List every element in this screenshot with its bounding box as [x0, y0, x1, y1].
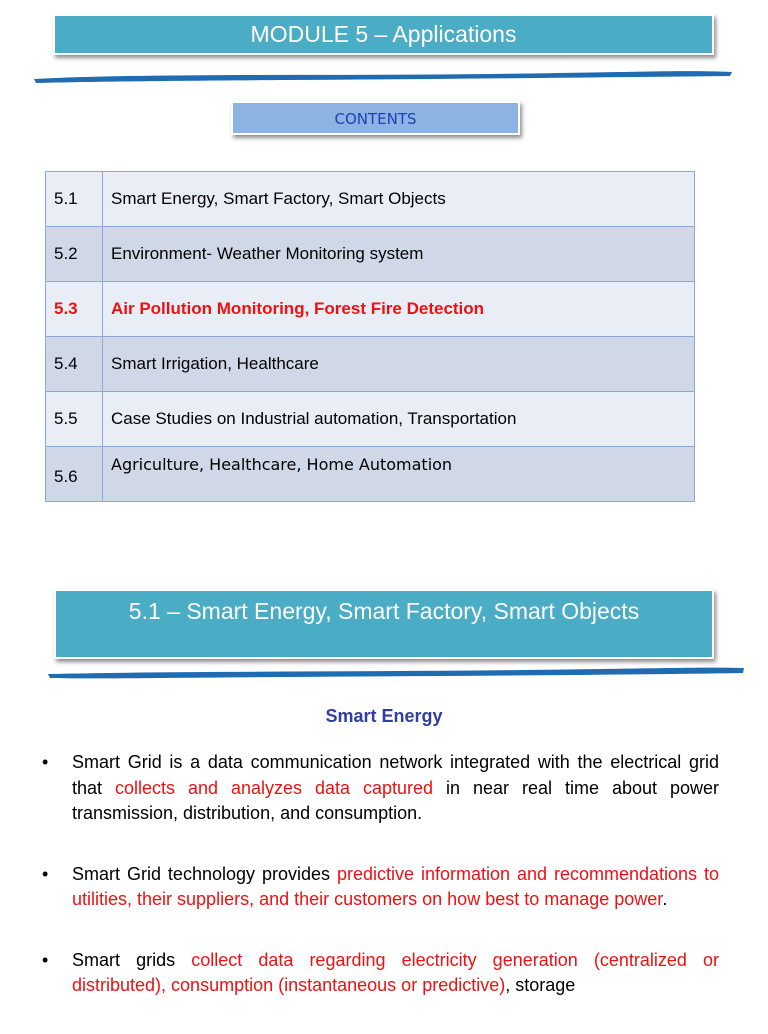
- bullet-item: [42, 862, 719, 913]
- row-number: 5.5: [46, 392, 103, 447]
- bullet-text: Smart Grid technology provides: [72, 863, 337, 884]
- row-number: 5.6: [46, 447, 103, 502]
- bullet-highlight: predictive information and recommendations to utilities, their suppliers, and their customers on how best to manage power: [72, 863, 719, 909]
- table-row: [46, 227, 695, 282]
- module-title-banner: [53, 14, 714, 55]
- bullet-list: [42, 750, 719, 1034]
- contents-table: [45, 171, 695, 502]
- table-row-highlighted: [46, 282, 695, 337]
- bullet-text: , storage: [505, 975, 576, 995]
- bullet-icon: •: [42, 863, 49, 884]
- bullet-icon: •: [42, 752, 49, 772]
- row-topic: Environment- Weather Monitoring system: [103, 227, 695, 282]
- decorative-brush-stroke: [44, 665, 748, 681]
- table-row: [46, 392, 695, 447]
- row-topic: Agriculture, Healthcare, Home Automation: [103, 447, 695, 502]
- bullet-highlight: collect data regarding electricity generation (centralized or distributed), consumption (instantaneous or predictive): [72, 949, 719, 995]
- row-number: 5.3: [46, 282, 103, 337]
- bullet-highlight: collects and analyzes data captured: [115, 777, 434, 798]
- row-topic: Air Pollution Monitoring, Forest Fire Detection: [103, 282, 695, 337]
- bullet-text: .: [662, 889, 668, 909]
- section-title: 5.1 – Smart Energy, Smart Factory, Smart Objects: [128, 598, 640, 624]
- contents-label-box: [231, 101, 520, 135]
- row-topic: Smart Irrigation, Healthcare: [103, 337, 695, 392]
- bullet-text: Smart grids: [72, 949, 192, 970]
- bullet-item: [42, 948, 719, 999]
- row-topic: Smart Energy, Smart Factory, Smart Objects: [103, 172, 695, 227]
- table-row: [46, 337, 695, 392]
- row-number: 5.1: [46, 172, 103, 227]
- section-subtitle: Smart Energy: [325, 706, 443, 726]
- module-title: MODULE 5 – Applications: [250, 21, 517, 47]
- section-title-banner: [54, 589, 714, 659]
- row-number: 5.4: [46, 337, 103, 392]
- row-number: 5.2: [46, 227, 103, 282]
- bullet-item: [42, 750, 719, 827]
- row-topic: Case Studies on Industrial automation, Transportation: [103, 392, 695, 447]
- contents-label: CONTENTS: [334, 110, 417, 128]
- bullet-text: in near real time about power transmission, distribution, and consumption.: [72, 777, 719, 823]
- table-row: [46, 447, 695, 502]
- bullet-icon: •: [42, 949, 49, 970]
- table-row: [46, 172, 695, 227]
- bullet-text: Smart Grid is a data communication network integrated with the electrical grid that: [72, 752, 719, 798]
- decorative-brush-stroke: [30, 68, 736, 84]
